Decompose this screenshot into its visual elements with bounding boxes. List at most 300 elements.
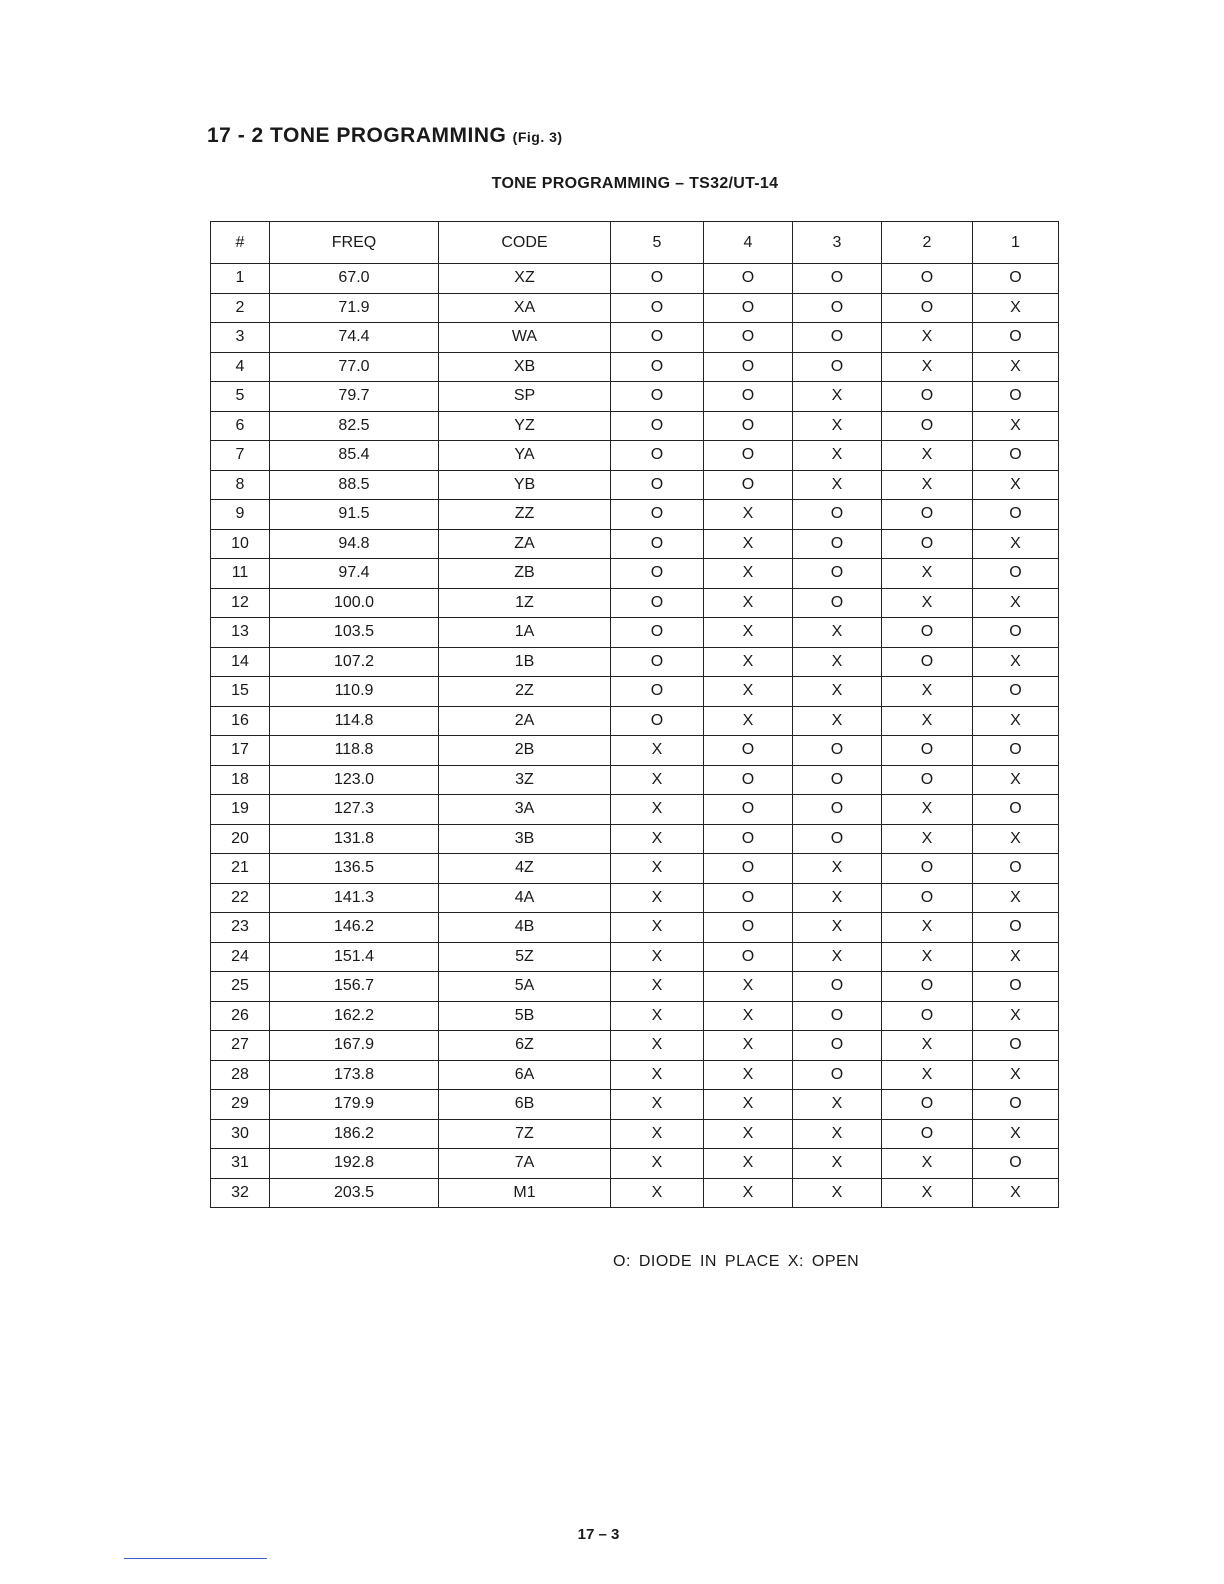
table-cell: O [882, 765, 973, 795]
tone-programming-table [210, 221, 1059, 1208]
table-cell: X [973, 765, 1059, 795]
table-cell: O [793, 352, 882, 382]
table-cell: X [793, 1119, 882, 1149]
table-cell: O [973, 500, 1059, 530]
table-header-row [211, 222, 1059, 264]
table-cell: 31 [211, 1149, 270, 1179]
table-cell: O [793, 323, 882, 353]
table-cell: 5Z [439, 942, 611, 972]
table-cell: O [793, 1060, 882, 1090]
table-cell: X [704, 972, 793, 1002]
table-row [211, 441, 1059, 471]
table-cell: 71.9 [270, 293, 439, 323]
table-row [211, 352, 1059, 382]
table-cell: O [882, 736, 973, 766]
table-row [211, 1031, 1059, 1061]
table-cell: XA [439, 293, 611, 323]
table-cell: X [793, 441, 882, 471]
table-cell: X [882, 559, 973, 589]
table-cell: O [704, 883, 793, 913]
table-cell: 173.8 [270, 1060, 439, 1090]
table-row [211, 913, 1059, 943]
table-cell: 203.5 [270, 1178, 439, 1208]
table-cell: YA [439, 441, 611, 471]
table-cell: X [611, 1001, 704, 1031]
table-cell: 7 [211, 441, 270, 471]
table-cell: 16 [211, 706, 270, 736]
column-header: 3 [793, 222, 882, 264]
table-cell: 20 [211, 824, 270, 854]
table-cell: 88.5 [270, 470, 439, 500]
table-cell: O [793, 1031, 882, 1061]
table-cell: X [882, 588, 973, 618]
table-cell: O [793, 293, 882, 323]
table-cell: 18 [211, 765, 270, 795]
table-cell: 26 [211, 1001, 270, 1031]
table-cell: X [611, 883, 704, 913]
table-cell: O [611, 500, 704, 530]
table-cell: X [882, 677, 973, 707]
table-cell: 7A [439, 1149, 611, 1179]
table-cell: 12 [211, 588, 270, 618]
table-cell: O [973, 618, 1059, 648]
table-row [211, 500, 1059, 530]
table-cell: 131.8 [270, 824, 439, 854]
table-cell: X [611, 1031, 704, 1061]
table-cell: X [704, 1119, 793, 1149]
table-cell: O [611, 706, 704, 736]
table-cell: 23 [211, 913, 270, 943]
column-header: CODE [439, 222, 611, 264]
table-cell: X [973, 529, 1059, 559]
table-cell: X [882, 824, 973, 854]
table-cell: 100.0 [270, 588, 439, 618]
table-cell: O [704, 441, 793, 471]
table-cell: X [704, 559, 793, 589]
table-cell: 74.4 [270, 323, 439, 353]
table-cell: 6B [439, 1090, 611, 1120]
table-cell: O [793, 529, 882, 559]
table-cell: O [704, 824, 793, 854]
table-cell: SP [439, 382, 611, 412]
table-cell: 79.7 [270, 382, 439, 412]
table-cell: O [793, 264, 882, 294]
table-cell: O [611, 588, 704, 618]
table-row [211, 411, 1059, 441]
table-cell: 6Z [439, 1031, 611, 1061]
table-cell: X [704, 618, 793, 648]
table-cell: 103.5 [270, 618, 439, 648]
table-row [211, 588, 1059, 618]
table-cell: X [793, 883, 882, 913]
table-cell: M1 [439, 1178, 611, 1208]
table-cell: X [611, 795, 704, 825]
table-cell: 13 [211, 618, 270, 648]
table-cell: O [704, 736, 793, 766]
table-cell: O [973, 382, 1059, 412]
table-cell: O [611, 323, 704, 353]
table-cell: O [882, 618, 973, 648]
table-cell: 2A [439, 706, 611, 736]
table-cell: X [973, 1178, 1059, 1208]
table-cell: 8 [211, 470, 270, 500]
legend: O: DIODE IN PLACE X: OPEN [613, 1253, 860, 1270]
table-cell: 24 [211, 942, 270, 972]
table-row [211, 323, 1059, 353]
table-cell: X [973, 883, 1059, 913]
table-cell: 21 [211, 854, 270, 884]
table-cell: 2Z [439, 677, 611, 707]
table-cell: X [793, 470, 882, 500]
table-cell: 179.9 [270, 1090, 439, 1120]
table-cell: X [704, 588, 793, 618]
table-cell: X [882, 942, 973, 972]
table-cell: X [611, 972, 704, 1002]
table-cell: O [704, 470, 793, 500]
table-row [211, 677, 1059, 707]
table-cell: X [611, 854, 704, 884]
table-cell: XZ [439, 264, 611, 294]
table-row [211, 883, 1059, 913]
table-cell: 162.2 [270, 1001, 439, 1031]
table-cell: YZ [439, 411, 611, 441]
fig-reference: (Fig. 3) [512, 129, 563, 145]
table-cell: X [882, 1178, 973, 1208]
table-row [211, 1119, 1059, 1149]
table-cell: 2 [211, 293, 270, 323]
table-cell: X [973, 411, 1059, 441]
table-row [211, 293, 1059, 323]
table-row [211, 618, 1059, 648]
table-cell: X [793, 382, 882, 412]
table-cell: O [882, 647, 973, 677]
table-cell: 32 [211, 1178, 270, 1208]
table-row [211, 1149, 1059, 1179]
table-cell: O [611, 382, 704, 412]
table-cell: 97.4 [270, 559, 439, 589]
table-cell: O [704, 411, 793, 441]
table-cell: O [704, 264, 793, 294]
table-cell: 22 [211, 883, 270, 913]
table-row [211, 1060, 1059, 1090]
table-row [211, 972, 1059, 1002]
table-cell: O [793, 588, 882, 618]
table-cell: 9 [211, 500, 270, 530]
table-cell: X [704, 1090, 793, 1120]
table-cell: O [611, 293, 704, 323]
table-cell: X [973, 824, 1059, 854]
table-cell: O [704, 323, 793, 353]
table-cell: 1A [439, 618, 611, 648]
table-cell: ZA [439, 529, 611, 559]
table-cell: 5B [439, 1001, 611, 1031]
table-cell: O [973, 795, 1059, 825]
table-cell: 11 [211, 559, 270, 589]
table-cell: 107.2 [270, 647, 439, 677]
table-cell: X [973, 293, 1059, 323]
table-cell: X [793, 854, 882, 884]
table-cell: 1 [211, 264, 270, 294]
table-cell: O [611, 470, 704, 500]
table-cell: 91.5 [270, 500, 439, 530]
table-cell: 19 [211, 795, 270, 825]
table-cell: O [611, 647, 704, 677]
table-cell: O [793, 765, 882, 795]
column-header: 1 [973, 222, 1059, 264]
table-cell: 10 [211, 529, 270, 559]
table-cell: X [793, 677, 882, 707]
table-cell: O [973, 1031, 1059, 1061]
table-cell: X [704, 1178, 793, 1208]
table-cell: O [704, 913, 793, 943]
column-header: FREQ [270, 222, 439, 264]
table-cell: X [882, 1149, 973, 1179]
table-cell: O [882, 1119, 973, 1149]
table-cell: X [882, 1031, 973, 1061]
table-cell: X [973, 352, 1059, 382]
table-cell: X [611, 765, 704, 795]
table-cell: X [973, 588, 1059, 618]
table-cell: O [704, 942, 793, 972]
table-cell: 3A [439, 795, 611, 825]
table-cell: X [704, 647, 793, 677]
table-cell: O [973, 1149, 1059, 1179]
table-row [211, 1090, 1059, 1120]
table-cell: X [611, 736, 704, 766]
table-cell: O [882, 883, 973, 913]
table-cell: X [793, 618, 882, 648]
table-cell: X [973, 647, 1059, 677]
table-cell: X [704, 1060, 793, 1090]
table-cell: O [704, 795, 793, 825]
table-cell: O [793, 795, 882, 825]
table-row [211, 942, 1059, 972]
table-cell: O [973, 323, 1059, 353]
column-header: # [211, 222, 270, 264]
table-cell: O [704, 293, 793, 323]
table-cell: X [611, 1060, 704, 1090]
table-cell: 167.9 [270, 1031, 439, 1061]
table-cell: O [973, 972, 1059, 1002]
table-cell: X [611, 913, 704, 943]
table-cell: 17 [211, 736, 270, 766]
table-cell: 4B [439, 913, 611, 943]
table-cell: 25 [211, 972, 270, 1002]
table-cell: 136.5 [270, 854, 439, 884]
table-cell: 146.2 [270, 913, 439, 943]
table-cell: O [973, 264, 1059, 294]
table-cell: 94.8 [270, 529, 439, 559]
table-cell: X [882, 913, 973, 943]
table-cell: 127.3 [270, 795, 439, 825]
table-row [211, 795, 1059, 825]
table-cell: X [704, 1001, 793, 1031]
table-cell: 5 [211, 382, 270, 412]
table-cell: O [793, 824, 882, 854]
column-header: 2 [882, 222, 973, 264]
table-cell: O [793, 736, 882, 766]
table-row [211, 529, 1059, 559]
table-row [211, 470, 1059, 500]
table-cell: O [704, 382, 793, 412]
table-cell: 15 [211, 677, 270, 707]
table-cell: O [704, 352, 793, 382]
table-cell: 192.8 [270, 1149, 439, 1179]
table-cell: X [611, 1178, 704, 1208]
table-cell: O [793, 1001, 882, 1031]
table-cell: O [882, 972, 973, 1002]
table-cell: X [793, 411, 882, 441]
table-cell: X [704, 1149, 793, 1179]
table-cell: 82.5 [270, 411, 439, 441]
table-cell: X [973, 470, 1059, 500]
table-row [211, 1001, 1059, 1031]
table-cell: O [973, 736, 1059, 766]
table-cell: X [704, 1031, 793, 1061]
table-cell: 1B [439, 647, 611, 677]
table-cell: 118.8 [270, 736, 439, 766]
table-cell: O [973, 441, 1059, 471]
table-cell: 123.0 [270, 765, 439, 795]
table-cell: O [882, 411, 973, 441]
divider [124, 1558, 267, 1559]
table-cell: X [611, 1149, 704, 1179]
table-cell: 28 [211, 1060, 270, 1090]
table-cell: O [882, 382, 973, 412]
table-cell: O [882, 529, 973, 559]
table-cell: O [611, 352, 704, 382]
table-cell: O [973, 1090, 1059, 1120]
section-heading [207, 124, 563, 148]
table-cell: 4 [211, 352, 270, 382]
table-cell: X [793, 1178, 882, 1208]
table-cell: O [973, 854, 1059, 884]
table-cell: O [973, 913, 1059, 943]
table-cell: X [882, 706, 973, 736]
table-cell: X [882, 470, 973, 500]
table-cell: 4A [439, 883, 611, 913]
table-cell: 3 [211, 323, 270, 353]
table-row [211, 1178, 1059, 1208]
table-cell: 114.8 [270, 706, 439, 736]
table-cell: O [973, 559, 1059, 589]
table-cell: O [611, 618, 704, 648]
table-cell: X [793, 942, 882, 972]
table-cell: ZB [439, 559, 611, 589]
table-cell: X [973, 1119, 1059, 1149]
table-row [211, 854, 1059, 884]
table-cell: X [973, 1060, 1059, 1090]
table-cell: 30 [211, 1119, 270, 1149]
table-cell: 27 [211, 1031, 270, 1061]
table-cell: X [793, 1090, 882, 1120]
table-cell: X [882, 1060, 973, 1090]
table-cell: X [882, 352, 973, 382]
table-cell: 14 [211, 647, 270, 677]
table-cell: 5A [439, 972, 611, 1002]
table-cell: X [611, 942, 704, 972]
table-cell: ZZ [439, 500, 611, 530]
column-header: 5 [611, 222, 704, 264]
table-cell: X [882, 441, 973, 471]
table-cell: 85.4 [270, 441, 439, 471]
table-cell: X [973, 706, 1059, 736]
table-cell: X [793, 1149, 882, 1179]
column-header: 4 [704, 222, 793, 264]
table-title: TONE PROGRAMMING – TS32/UT-14 [491, 175, 779, 192]
table-cell: X [973, 1001, 1059, 1031]
table-cell: O [611, 677, 704, 707]
table-cell: O [611, 529, 704, 559]
table-cell: O [882, 264, 973, 294]
table-cell: O [882, 293, 973, 323]
table-cell: O [793, 559, 882, 589]
table-cell: X [793, 913, 882, 943]
table-cell: X [704, 529, 793, 559]
table-cell: O [973, 677, 1059, 707]
table-cell: WA [439, 323, 611, 353]
table-cell: X [704, 706, 793, 736]
table-cell: O [793, 972, 882, 1002]
table-cell: 6 [211, 411, 270, 441]
table-cell: X [611, 1119, 704, 1149]
table-cell: 29 [211, 1090, 270, 1120]
table-row [211, 736, 1059, 766]
table-cell: 110.9 [270, 677, 439, 707]
table-cell: O [882, 854, 973, 884]
table-cell: 3Z [439, 765, 611, 795]
table-row [211, 559, 1059, 589]
table-cell: 4Z [439, 854, 611, 884]
table-row [211, 824, 1059, 854]
table-cell: 67.0 [270, 264, 439, 294]
table-cell: 3B [439, 824, 611, 854]
table-row [211, 647, 1059, 677]
table-cell: 1Z [439, 588, 611, 618]
table-cell: O [882, 1090, 973, 1120]
table-cell: O [611, 559, 704, 589]
table-cell: X [882, 323, 973, 353]
table-cell: O [611, 411, 704, 441]
table-cell: X [611, 824, 704, 854]
table-cell: 151.4 [270, 942, 439, 972]
table-cell: O [793, 500, 882, 530]
table-cell: X [973, 942, 1059, 972]
table-cell: 141.3 [270, 883, 439, 913]
table-body [211, 264, 1059, 1208]
table-cell: O [611, 441, 704, 471]
table-cell: 7Z [439, 1119, 611, 1149]
table-row [211, 382, 1059, 412]
section-heading-text: 17 - 2 TONE PROGRAMMING [207, 124, 507, 147]
table-cell: X [793, 706, 882, 736]
table-cell: O [704, 765, 793, 795]
table-cell: O [611, 264, 704, 294]
page-number: 17 – 3 [577, 1526, 620, 1543]
table-row [211, 706, 1059, 736]
table-cell: 2B [439, 736, 611, 766]
table-cell: X [704, 677, 793, 707]
table-row [211, 765, 1059, 795]
table-cell: XB [439, 352, 611, 382]
table-cell: 77.0 [270, 352, 439, 382]
table-cell: X [611, 1090, 704, 1120]
table-cell: 186.2 [270, 1119, 439, 1149]
table-row [211, 264, 1059, 294]
table-cell: O [882, 500, 973, 530]
table-cell: O [882, 1001, 973, 1031]
table-cell: O [704, 854, 793, 884]
